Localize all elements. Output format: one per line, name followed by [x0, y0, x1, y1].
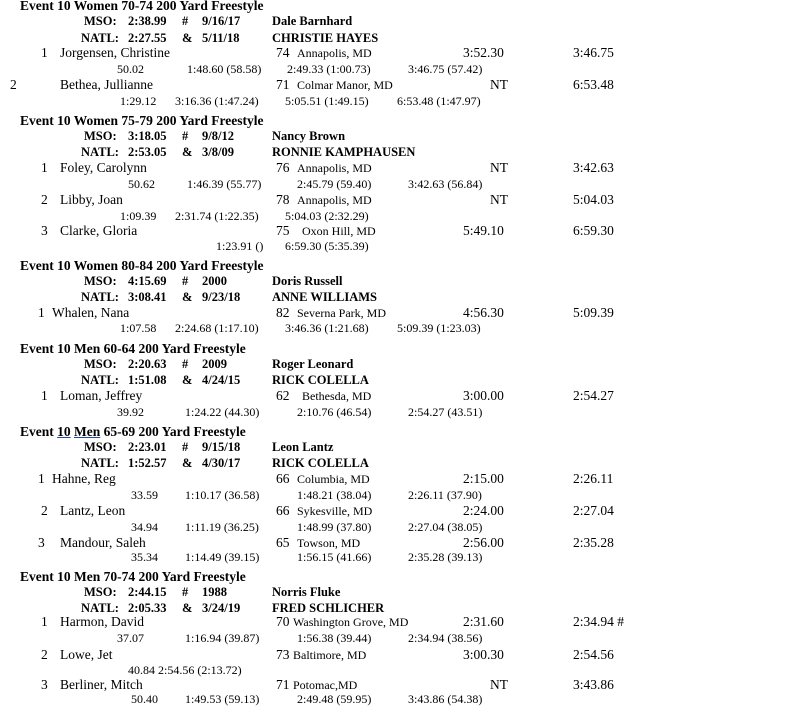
split-time: 6:53.48 (1:47.97)	[397, 94, 481, 108]
split-time: 2:49.33 (1:00.73)	[287, 62, 371, 76]
natl-date: 4/30/17	[202, 456, 241, 470]
swimmer-name: Mandour, Saleh	[60, 535, 146, 550]
event-title-text: Event 10 Men 70-74 200 Yard Freestyle	[20, 569, 246, 584]
final-time: 2:34.94 #	[573, 614, 625, 629]
event-title	[20, 341, 246, 357]
place: 1	[41, 160, 48, 175]
team: Potomac,MD	[293, 678, 358, 692]
mso-label: MSO:	[84, 274, 117, 288]
mso-date: 9/8/12	[202, 129, 234, 143]
split-time: 40.84 2:54.56 (2:13.72)	[128, 663, 242, 677]
final-time: 5:09.39	[573, 305, 614, 320]
natl-mark: &	[182, 601, 193, 615]
split-time: 3:46.75 (57.42)	[408, 62, 483, 76]
split-time: 3:16.36 (1:47.24)	[175, 94, 259, 108]
age: 66	[276, 471, 290, 486]
natl-label: NATL:	[81, 145, 119, 159]
natl-label: NATL:	[81, 31, 119, 45]
split-time: 2:45.79 (59.40)	[297, 177, 372, 191]
age: 82	[276, 305, 290, 320]
team: Severna Park, MD	[297, 306, 386, 320]
split-time: 1:48.99 (37.80)	[297, 520, 372, 534]
final-time: 2:27.04	[573, 503, 614, 518]
age: 78	[276, 192, 290, 207]
mso-time: 2:44.15	[128, 585, 167, 599]
mso-time: 3:18.05	[128, 129, 167, 143]
place: 2	[41, 192, 48, 207]
split-time: 39.92	[117, 405, 144, 419]
event-title-text: Event 10 Women 70-74 200 Yard Freestyle	[20, 0, 264, 13]
split-time: 50.40	[131, 692, 158, 706]
natl-label: NATL:	[81, 290, 119, 304]
team: Colmar Manor, MD	[297, 78, 393, 92]
mso-holder: Roger Leonard	[272, 357, 354, 371]
split-time: 3:43.86 (54.38)	[408, 692, 483, 706]
place: 1	[38, 305, 45, 320]
split-time: 5:04.03 (2:32.29)	[285, 209, 369, 223]
split-time: 1:14.49 (39.15)	[185, 550, 260, 564]
age: 66	[276, 503, 290, 518]
event-title-text: 10	[57, 424, 71, 439]
event-title	[20, 569, 246, 585]
natl-date: 4/24/15	[202, 373, 241, 387]
split-time: 2:31.74 (1:22.35)	[175, 209, 259, 223]
mso-time: 2:20.63	[128, 357, 167, 371]
mso-date: 9/15/18	[202, 440, 241, 454]
natl-date: 5/11/18	[202, 31, 240, 45]
mso-holder: Norris Fluke	[272, 585, 341, 599]
natl-time: 3:08.41	[128, 290, 167, 304]
swimmer-name: Bethea, Jullianne	[60, 77, 153, 92]
place: 3	[41, 223, 48, 238]
team: Washington Grove, MD	[293, 615, 409, 629]
swimmer-name: Lantz, Leon	[60, 503, 126, 518]
split-time: 1:11.19 (36.25)	[185, 520, 259, 534]
natl-holder: ANNE WILLIAMS	[272, 290, 377, 304]
mso-label: MSO:	[84, 440, 117, 454]
natl-date: 3/8/09	[202, 145, 234, 159]
split-time: 5:09.39 (1:23.03)	[397, 321, 481, 335]
split-time: 3:46.36 (1:21.68)	[285, 321, 369, 335]
split-time: 1:24.22 (44.30)	[185, 405, 260, 419]
mso-label: MSO:	[84, 14, 117, 28]
age: 65	[276, 535, 290, 550]
place: 1	[41, 614, 48, 629]
seed-time: NT	[490, 192, 508, 207]
natl-time: 2:53.05	[128, 145, 167, 159]
swimmer-name: Berliner, Mitch	[60, 677, 143, 692]
split-time: 2:24.68 (1:17.10)	[175, 321, 259, 335]
event-title	[20, 0, 263, 14]
natl-holder: CHRISTIE HAYES	[272, 31, 379, 45]
natl-time: 2:27.55	[128, 31, 167, 45]
event-title-text: Men	[74, 424, 101, 439]
final-time: 6:59.30	[573, 223, 614, 238]
split-time: 1:49.53 (59.13)	[185, 692, 260, 706]
seed-time: 2:31.60	[463, 614, 504, 629]
seed-time: 2:24.00	[463, 503, 504, 518]
natl-time: 1:51.08	[128, 373, 167, 387]
event-title	[20, 113, 263, 129]
age: 62	[276, 388, 290, 403]
place: 2	[10, 77, 17, 92]
mso-mark: #	[182, 14, 189, 28]
seed-time: 2:15.00	[463, 471, 504, 486]
seed-time: 2:56.00	[463, 535, 504, 550]
split-time: 2:10.76 (46.54)	[297, 405, 372, 419]
team: Annapolis, MD	[297, 193, 372, 207]
natl-mark: &	[182, 290, 193, 304]
split-time: 2:34.94 (38.56)	[408, 631, 483, 645]
event-title-text: 65-69 200 Yard Freestyle	[100, 424, 246, 439]
age: 75	[276, 223, 290, 238]
place: 2	[41, 503, 48, 518]
mso-holder: Dale Barnhard	[272, 14, 353, 28]
event-title-text: Event 10 Men 60-64 200 Yard Freestyle	[20, 341, 246, 356]
final-time: 3:46.75	[573, 45, 614, 60]
split-time: 1:07.58	[120, 321, 157, 335]
final-time: 3:42.63	[573, 160, 614, 175]
split-time: 34.94	[131, 520, 158, 534]
swimmer-name: Libby, Joan	[60, 192, 123, 207]
event-title	[20, 424, 246, 440]
split-time: 3:42.63 (56.84)	[408, 177, 483, 191]
seed-time: 3:52.30	[463, 45, 504, 60]
natl-label: NATL:	[81, 373, 119, 387]
age: 73	[276, 647, 290, 662]
split-time: 1:56.38 (39.44)	[297, 631, 372, 645]
swimmer-name: Clarke, Gloria	[60, 223, 138, 238]
natl-mark: &	[182, 373, 193, 387]
split-time: 6:59.30 (5:35.39)	[285, 239, 369, 253]
split-time: 50.02	[117, 62, 144, 76]
mso-label: MSO:	[84, 129, 117, 143]
split-time: 35.34	[131, 550, 158, 564]
mso-date: 2009	[202, 357, 227, 371]
mso-mark: #	[182, 440, 189, 454]
team: Oxon Hill, MD	[302, 224, 376, 238]
mso-time: 2:23.01	[128, 440, 167, 454]
seed-time: NT	[490, 677, 508, 692]
age: 76	[276, 160, 290, 175]
split-time: 1:48.60 (58.58)	[187, 62, 262, 76]
place: 1	[41, 45, 48, 60]
split-time: 50.62	[128, 177, 155, 191]
natl-mark: &	[182, 145, 193, 159]
swimmer-name: Whalen, Nana	[52, 305, 130, 320]
natl-label: NATL:	[81, 456, 119, 470]
seed-time: 3:00.00	[463, 388, 504, 403]
seed-time: NT	[490, 160, 508, 175]
team: Annapolis, MD	[297, 161, 372, 175]
mso-mark: #	[182, 357, 189, 371]
team: Sykesville, MD	[297, 504, 373, 518]
natl-mark: &	[182, 31, 193, 45]
mso-time: 2:38.99	[128, 14, 167, 28]
event-title	[20, 258, 263, 274]
team: Columbia, MD	[297, 472, 370, 486]
mso-date: 2000	[202, 274, 227, 288]
swimmer-name: Jorgensen, Christine	[60, 45, 170, 60]
split-time: 1:56.15 (41.66)	[297, 550, 372, 564]
seed-time: 4:56.30	[463, 305, 504, 320]
place: 3	[38, 535, 45, 550]
split-time: 2:54.27 (43.51)	[408, 405, 483, 419]
split-time: 1:09.39	[120, 209, 157, 223]
seed-time: NT	[490, 77, 508, 92]
mso-label: MSO:	[84, 357, 117, 371]
seed-time: 3:00.30	[463, 647, 504, 662]
final-time: 2:26.11	[573, 471, 614, 486]
split-time: 1:10.17 (36.58)	[185, 488, 260, 502]
split-time: 2:27.04 (38.05)	[408, 520, 483, 534]
natl-date: 3/24/19	[202, 601, 241, 615]
mso-label: MSO:	[84, 585, 117, 599]
event-title-text: Event	[20, 424, 58, 439]
split-time: 1:46.39 (55.77)	[187, 177, 262, 191]
swimmer-name: Foley, Carolynn	[60, 160, 147, 175]
mso-date: 9/16/17	[202, 14, 241, 28]
place: 1	[41, 388, 48, 403]
seed-time: 5:49.10	[463, 223, 504, 238]
age: 71	[276, 677, 290, 692]
mso-time: 4:15.69	[128, 274, 167, 288]
swimmer-name: Hahne, Reg	[52, 471, 116, 486]
natl-label: NATL:	[81, 601, 119, 615]
mso-holder: Doris Russell	[272, 274, 343, 288]
team: Annapolis, MD	[297, 46, 372, 60]
natl-holder: RONNIE KAMPHAUSEN	[272, 145, 416, 159]
age: 74	[276, 45, 290, 60]
split-time: 2:26.11 (37.90)	[408, 488, 482, 502]
split-time: 1:48.21 (38.04)	[297, 488, 372, 502]
natl-holder: RICK COLELLA	[272, 456, 369, 470]
swimmer-name: Lowe, Jet	[60, 647, 113, 662]
natl-holder: RICK COLELLA	[272, 373, 369, 387]
age: 71	[276, 77, 290, 92]
natl-date: 9/23/18	[202, 290, 241, 304]
final-time: 2:54.27	[573, 388, 614, 403]
mso-holder: Nancy Brown	[272, 129, 346, 143]
final-time: 5:04.03	[573, 192, 614, 207]
split-time: 1:29.12	[120, 94, 157, 108]
age: 70	[276, 614, 290, 629]
natl-mark: &	[182, 456, 193, 470]
event-title-text: Event 10 Women 80-84 200 Yard Freestyle	[20, 258, 264, 273]
final-time: 3:43.86	[573, 677, 614, 692]
swimmer-name: Harmon, David	[60, 614, 144, 629]
split-time: 37.07	[117, 631, 144, 645]
team: Towson, MD	[297, 536, 361, 550]
final-time: 2:35.28	[573, 535, 614, 550]
split-time: 1:16.94 (39.87)	[185, 631, 260, 645]
place: 2	[41, 647, 48, 662]
split-time: 2:35.28 (39.13)	[408, 550, 483, 564]
event-title-text: Event 10 Women 75-79 200 Yard Freestyle	[20, 113, 264, 128]
place: 3	[41, 677, 48, 692]
place: 1	[38, 471, 45, 486]
final-time: 6:53.48	[573, 77, 614, 92]
split-time: 33.59	[131, 488, 158, 502]
mso-mark: #	[182, 585, 189, 599]
final-time: 2:54.56	[573, 647, 614, 662]
split-time: 1:23.91 ()	[216, 239, 264, 253]
team: Baltimore, MD	[293, 648, 367, 662]
mso-mark: #	[182, 129, 189, 143]
mso-holder: Leon Lantz	[272, 440, 334, 454]
natl-time: 1:52.57	[128, 456, 167, 470]
team: Bethesda, MD	[302, 389, 372, 403]
natl-holder: FRED SCHLICHER	[272, 601, 385, 615]
swimmer-name: Loman, Jeffrey	[60, 388, 143, 403]
mso-date: 1988	[202, 585, 227, 599]
split-time: 2:49.48 (59.95)	[297, 692, 372, 706]
mso-mark: #	[182, 274, 189, 288]
natl-time: 2:05.33	[128, 601, 167, 615]
split-time: 5:05.51 (1:49.15)	[285, 94, 369, 108]
